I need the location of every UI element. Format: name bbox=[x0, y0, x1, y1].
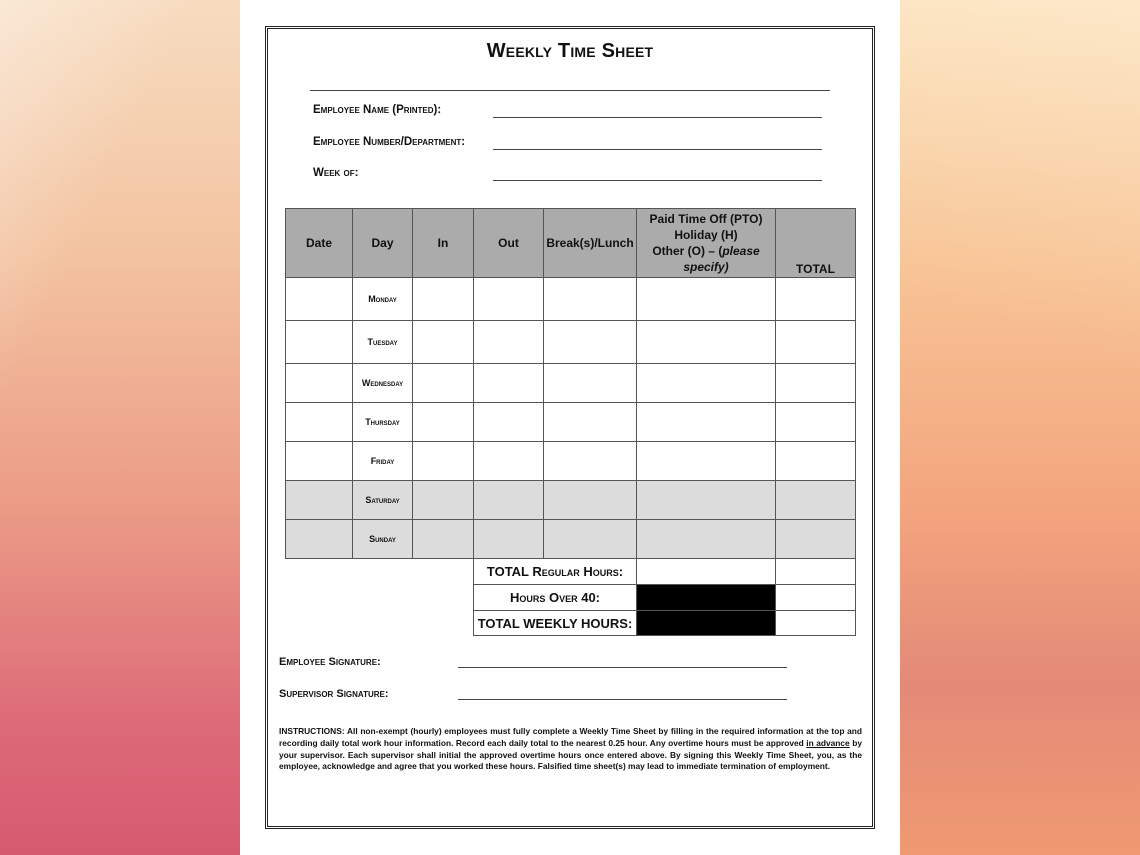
date-cell[interactable] bbox=[286, 481, 353, 520]
out-cell[interactable] bbox=[474, 403, 544, 442]
date-cell[interactable] bbox=[286, 403, 353, 442]
week-of-field[interactable] bbox=[493, 180, 822, 181]
out-cell[interactable] bbox=[474, 442, 544, 481]
pto-cell[interactable] bbox=[637, 442, 776, 481]
break-cell[interactable] bbox=[544, 520, 637, 559]
day-cell: Friday bbox=[353, 442, 413, 481]
date-cell[interactable] bbox=[286, 520, 353, 559]
blacked-out-cell bbox=[637, 611, 776, 636]
out-cell[interactable] bbox=[474, 520, 544, 559]
total-cell[interactable] bbox=[776, 321, 856, 364]
table-row-sunday bbox=[286, 520, 856, 559]
col-header-date: Date bbox=[286, 209, 353, 278]
total-regular-pto-cell[interactable] bbox=[637, 559, 776, 585]
break-cell[interactable] bbox=[544, 403, 637, 442]
break-cell[interactable] bbox=[544, 321, 637, 364]
out-cell[interactable] bbox=[474, 364, 544, 403]
summary-row-regular bbox=[286, 559, 856, 585]
in-cell[interactable] bbox=[413, 364, 474, 403]
total-cell[interactable] bbox=[776, 442, 856, 481]
pto-cell[interactable] bbox=[637, 321, 776, 364]
blacked-out-cell bbox=[637, 585, 776, 611]
col-header-day: Day bbox=[353, 209, 413, 278]
pto-other-text: Other (O) – ( bbox=[652, 244, 723, 258]
table-row-thursday bbox=[286, 403, 856, 442]
in-cell[interactable] bbox=[413, 520, 474, 559]
table-row-tuesday bbox=[286, 321, 856, 364]
pto-line-2: Holiday (H) bbox=[674, 228, 738, 242]
timesheet-table bbox=[285, 208, 856, 636]
day-cell: Monday bbox=[353, 278, 413, 321]
supervisor-signature-field[interactable] bbox=[458, 699, 787, 700]
day-cell: Sunday bbox=[353, 520, 413, 559]
background-left bbox=[0, 0, 240, 855]
employee-signature-field[interactable] bbox=[458, 667, 787, 668]
col-header-break: Break(s)/Lunch bbox=[544, 209, 637, 278]
pto-specify-text: please specify) bbox=[683, 244, 760, 274]
col-header-in: In bbox=[413, 209, 474, 278]
break-cell[interactable] bbox=[544, 278, 637, 321]
total-cell[interactable] bbox=[776, 520, 856, 559]
total-cell[interactable] bbox=[776, 403, 856, 442]
summary-blank-area bbox=[286, 559, 474, 636]
table-row-saturday bbox=[286, 481, 856, 520]
background-right bbox=[900, 0, 1140, 855]
day-cell: Wednesday bbox=[353, 364, 413, 403]
total-weekly-cell[interactable] bbox=[776, 611, 856, 636]
instructions-part-1: INSTRUCTIONS: All non-exempt (hourly) employees must fully complete a Weekly Time Sheet by filling in the required information at the top and recording daily total work hour information. Record each daily total to the nearest 0.25 hour. Any overtime hours must be approved bbox=[279, 726, 862, 748]
week-of-label: Week of: bbox=[313, 167, 359, 179]
total-cell[interactable] bbox=[776, 364, 856, 403]
col-header-total: TOTAL bbox=[776, 209, 856, 278]
in-cell[interactable] bbox=[413, 403, 474, 442]
instructions-text bbox=[279, 726, 862, 773]
in-cell[interactable] bbox=[413, 278, 474, 321]
total-regular-label: TOTAL Regular Hours: bbox=[474, 559, 637, 585]
break-cell[interactable] bbox=[544, 481, 637, 520]
break-cell[interactable] bbox=[544, 364, 637, 403]
out-cell[interactable] bbox=[474, 278, 544, 321]
header-row bbox=[286, 209, 856, 278]
date-cell[interactable] bbox=[286, 442, 353, 481]
day-cell: Saturday bbox=[353, 481, 413, 520]
pto-cell[interactable] bbox=[637, 481, 776, 520]
pto-cell[interactable] bbox=[637, 520, 776, 559]
date-cell[interactable] bbox=[286, 321, 353, 364]
employee-signature-label: Employee Signature: bbox=[279, 656, 381, 668]
employee-name-field[interactable] bbox=[493, 117, 822, 118]
pto-line-3 bbox=[639, 243, 773, 275]
day-cell: Tuesday bbox=[353, 321, 413, 364]
pto-cell[interactable] bbox=[637, 278, 776, 321]
in-cell[interactable] bbox=[413, 481, 474, 520]
break-cell[interactable] bbox=[544, 442, 637, 481]
pto-line-1: Paid Time Off (PTO) bbox=[649, 212, 763, 226]
employee-number-label: Employee Number/Department: bbox=[313, 136, 466, 148]
total-regular-cell[interactable] bbox=[776, 559, 856, 585]
total-weekly-label: TOTAL WEEKLY HOURS: bbox=[474, 611, 637, 636]
date-cell[interactable] bbox=[286, 278, 353, 321]
col-header-out: Out bbox=[474, 209, 544, 278]
table-row-monday bbox=[286, 278, 856, 321]
out-cell[interactable] bbox=[474, 321, 544, 364]
out-cell[interactable] bbox=[474, 481, 544, 520]
title-divider bbox=[310, 90, 830, 91]
form-title: Weekly Time Sheet bbox=[486, 40, 654, 62]
pto-cell[interactable] bbox=[637, 403, 776, 442]
col-header-pto bbox=[637, 209, 776, 278]
hours-over-40-label: Hours Over 40: bbox=[474, 585, 637, 611]
instructions-underlined: in advance bbox=[806, 737, 850, 748]
day-cell: Thursday bbox=[353, 403, 413, 442]
total-cell[interactable] bbox=[776, 278, 856, 321]
instructions-part-2: by your supervisor. Each supervisor shall initial the approved overtime hours once entered above. By signing this Weekly Time Sheet, you, as the employee, acknowledge and agree that you worked these hours. Falsified time sheet(s) may lead to immediate termination of employment. bbox=[279, 737, 862, 772]
in-cell[interactable] bbox=[413, 321, 474, 364]
employee-name-label: Employee Name (Printed): bbox=[313, 104, 442, 116]
pto-cell[interactable] bbox=[637, 364, 776, 403]
in-cell[interactable] bbox=[413, 442, 474, 481]
hours-over-40-cell[interactable] bbox=[776, 585, 856, 611]
date-cell[interactable] bbox=[286, 364, 353, 403]
table-row-wednesday bbox=[286, 364, 856, 403]
supervisor-signature-label: Supervisor Signature: bbox=[279, 688, 389, 700]
table-row-friday bbox=[286, 442, 856, 481]
employee-number-field[interactable] bbox=[493, 149, 822, 150]
total-cell[interactable] bbox=[776, 481, 856, 520]
